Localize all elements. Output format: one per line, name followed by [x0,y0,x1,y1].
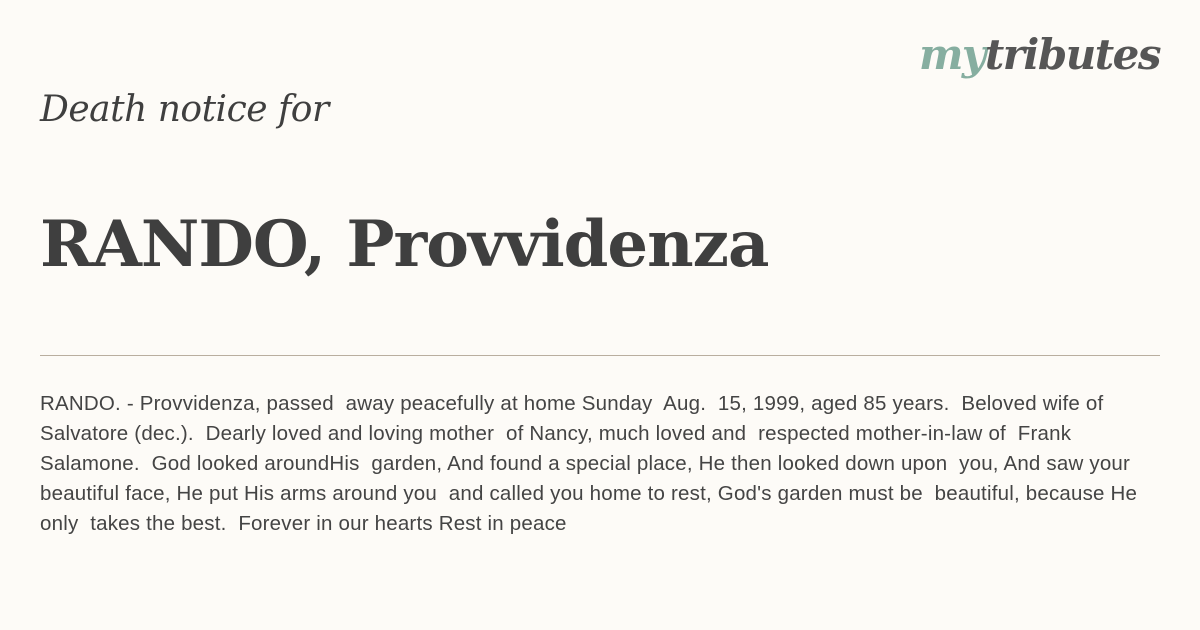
logo-my: my [918,30,985,79]
mytributes-logo[interactable] [918,30,1160,79]
deceased-name: RANDO, Provvidenza [40,207,769,282]
notice-body-text: RANDO. - Provvidenza, passed away peacefully at home Sunday Aug. 15, 1999, aged 85 years. Beloved wife of Salvatore (dec.). Dearly loved and loving mother of Nancy, much loved and respected mother-in-law of Frank Salamone. God looked aroundHis garden, And found a special place, He then looked down upon you, And saw your beautiful face, He put His arms around you and called you home to rest, God's garden must be beautiful, because He only takes the best. Forever in our hearts Rest in peace [40,392,1144,535]
divider [40,355,1160,356]
death-notice-label: Death notice for [40,89,329,130]
logo-tributes: tributes [984,30,1160,79]
